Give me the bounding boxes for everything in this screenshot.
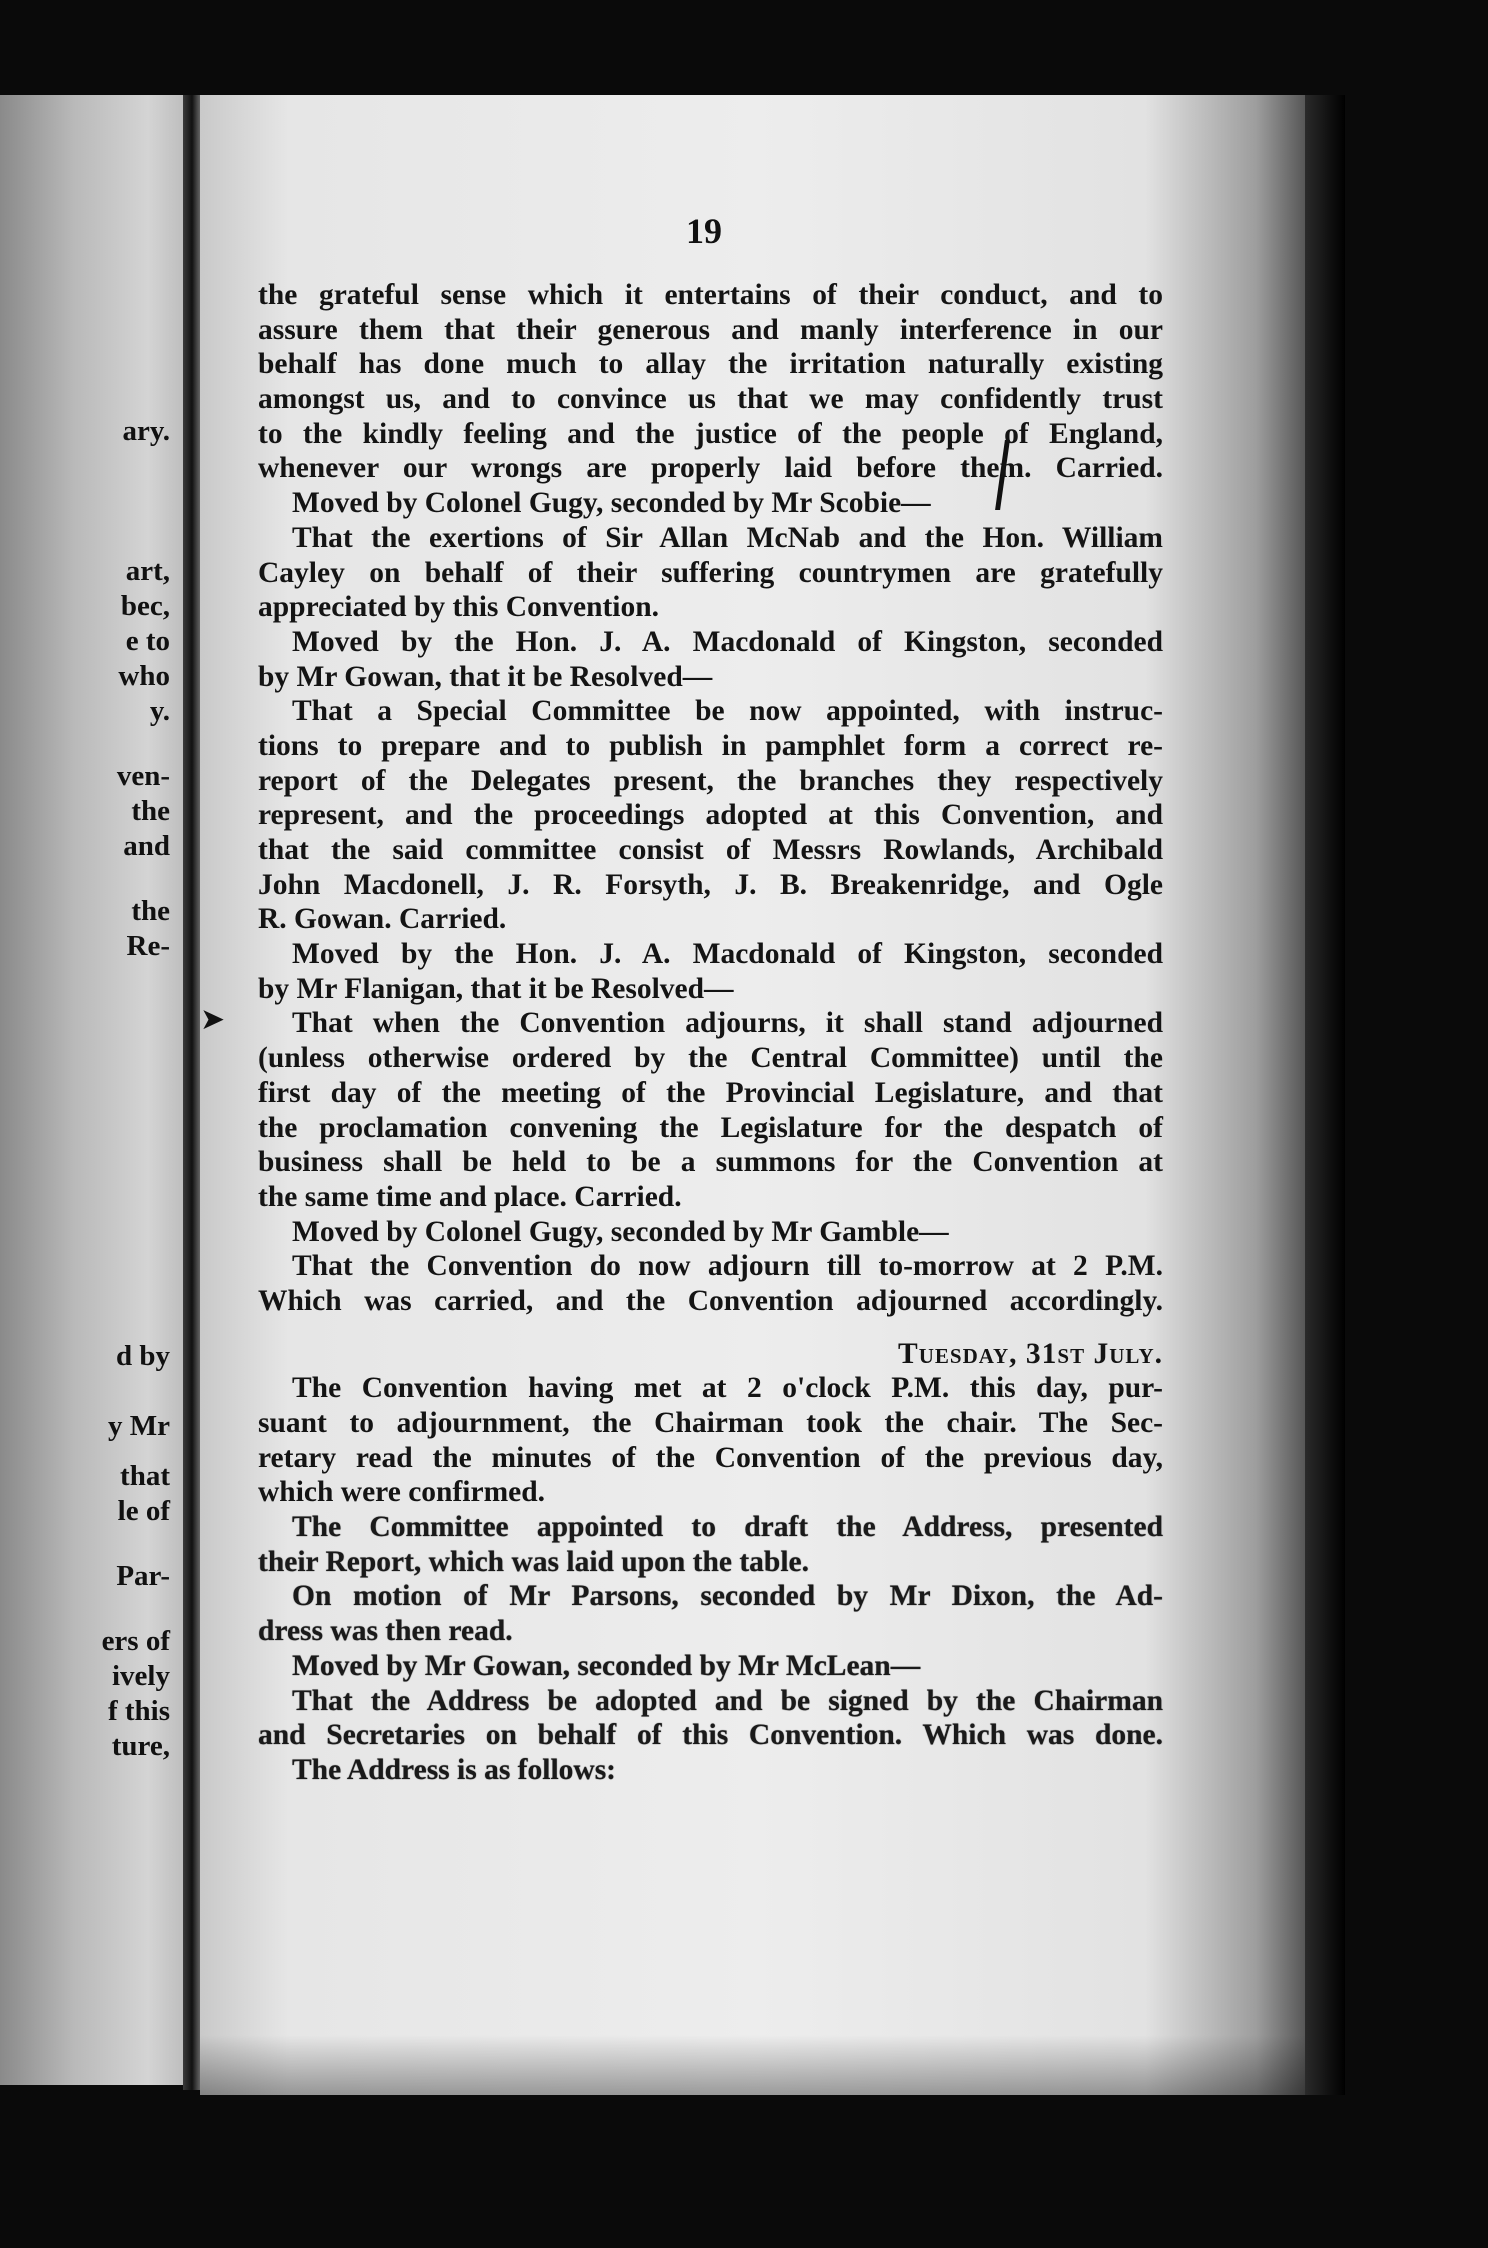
text-line: Moved by the Hon. J. A. Macdonald of Kingston, seconded [292,625,1163,658]
left-fragment: ary. [122,415,170,447]
left-fragment: the [131,795,170,827]
text-line: (unless otherwise ordered by the Central Committee) until the [258,1042,1163,1075]
left-fragment: ers of [101,1625,170,1657]
section-date-heading: Tuesday, 31st July. [898,1337,1163,1370]
text-line: dress was then read. [258,1615,513,1648]
text-line: R. Gowan. Carried. [258,903,507,936]
text-line: Moved by Colonel Gugy, seconded by Mr Scobie— [292,487,931,520]
text-line: That when the Convention adjourns, it shall stand adjourned [292,1007,1163,1040]
text-line: On motion of Mr Parsons, seconded by Mr Dixon, the Ad- [292,1580,1163,1613]
left-fragment: and [123,830,170,862]
text-line: which were confirmed. [258,1476,546,1509]
left-fragment: bec, [120,590,170,622]
text-line: The Address is as follows: [292,1753,617,1786]
left-fragment: f this [107,1695,170,1727]
left-fragment: le of [117,1495,170,1527]
text-line: That the Address be adopted and be signed by the Chairman [292,1684,1163,1717]
text-line: the grateful sense which it entertains of their conduct, and to [258,279,1163,311]
text-line: amongst us, and to convince us that we may confidently trust [258,383,1163,416]
left-fragment: ively [112,1660,170,1692]
text-line: to the kindly feeling and the justice of the people of England, [258,417,1163,450]
hand-pointer-mark: ➤ [200,1003,226,1036]
text-line: That the Convention do now adjourn till to-morrow at 2 P.M. [292,1250,1163,1283]
left-fragment: y. [149,695,170,727]
text-line: suant to adjournment, the Chairman took the chair. The Sec- [258,1407,1163,1439]
text-line: The Convention having met at 2 o'clock P.M. this day, pur- [292,1372,1163,1405]
left-fragment: art, [125,555,170,587]
text-line: That a Special Committee be now appointed, with instruc- [292,695,1163,728]
left-fragment: Par- [116,1560,170,1592]
text-line: their Report, which was laid upon the table. [258,1545,809,1578]
text-line: by Mr Gowan, that it be Resolved— [258,660,713,693]
text-line: Which was carried, and the Convention adjourned accordingly. [258,1284,1163,1317]
text-line: report of the Delegates present, the branches they respectively [258,764,1163,797]
text-line: behalf has done much to allay the irritation naturally existing [258,348,1163,381]
left-page-fragment [0,95,185,2085]
text-line: tions to prepare and to publish in pamphlet form a correct re- [258,729,1163,762]
text-line: whenever our wrongs are properly laid before them. Carried. [258,452,1163,485]
body-text [258,278,1163,1788]
text-line: retary read the minutes of the Convention of the previous day, [258,1441,1163,1474]
text-line: The Committee appointed to draft the Address, presented [292,1511,1163,1544]
text-line: That the exertions of Sir Allan McNab and the Hon. William [292,521,1163,554]
text-line: Cayley on behalf of their suffering countrymen are gratefully [258,556,1163,589]
text-line: the proclamation convening the Legislature for the despatch of [258,1111,1163,1144]
left-fragment: ture, [111,1730,170,1762]
left-fragment: Re- [126,930,170,962]
text-line: assure them that their generous and manly interference in our [258,313,1163,346]
text-line: Moved by Colonel Gugy, seconded by Mr Gamble— [292,1215,949,1248]
left-fragment: the [131,895,170,927]
text-line: the same time and place. Carried. [258,1180,682,1213]
right-page-edge [1305,95,1345,2095]
text-line: John Macdonell, J. R. Forsyth, J. B. Breakenridge, and Ogle [258,868,1163,901]
text-line: first day of the meeting of the Provincial Legislature, and that [258,1076,1163,1109]
page-number: 19 [686,211,722,251]
left-fragment: d by [115,1340,170,1372]
left-fragment: who [118,660,170,692]
text-line: by Mr Flanigan, that it be Resolved— [258,972,734,1005]
text-line: Moved by Mr Gowan, seconded by Mr McLean— [292,1649,921,1682]
text-line: and Secretaries on behalf of this Convention. Which was done. [258,1719,1163,1752]
left-fragment: that [120,1460,170,1492]
left-fragment: y Mr [108,1410,170,1442]
page-gutter [183,95,201,2090]
text-line: represent, and the proceedings adopted at this Convention, and [258,799,1163,832]
text-line: business shall be held to be a summons for the Convention at [258,1146,1163,1179]
text-line: appreciated by this Convention. [258,591,660,624]
text-line: that the said committee consist of Messrs Rowlands, Archibald [258,834,1163,866]
text-line: Moved by the Hon. J. A. Macdonald of Kingston, seconded [292,938,1163,971]
left-fragment: ven- [116,760,170,792]
left-fragment: e to [125,625,170,657]
left-page-text [0,95,180,2085]
